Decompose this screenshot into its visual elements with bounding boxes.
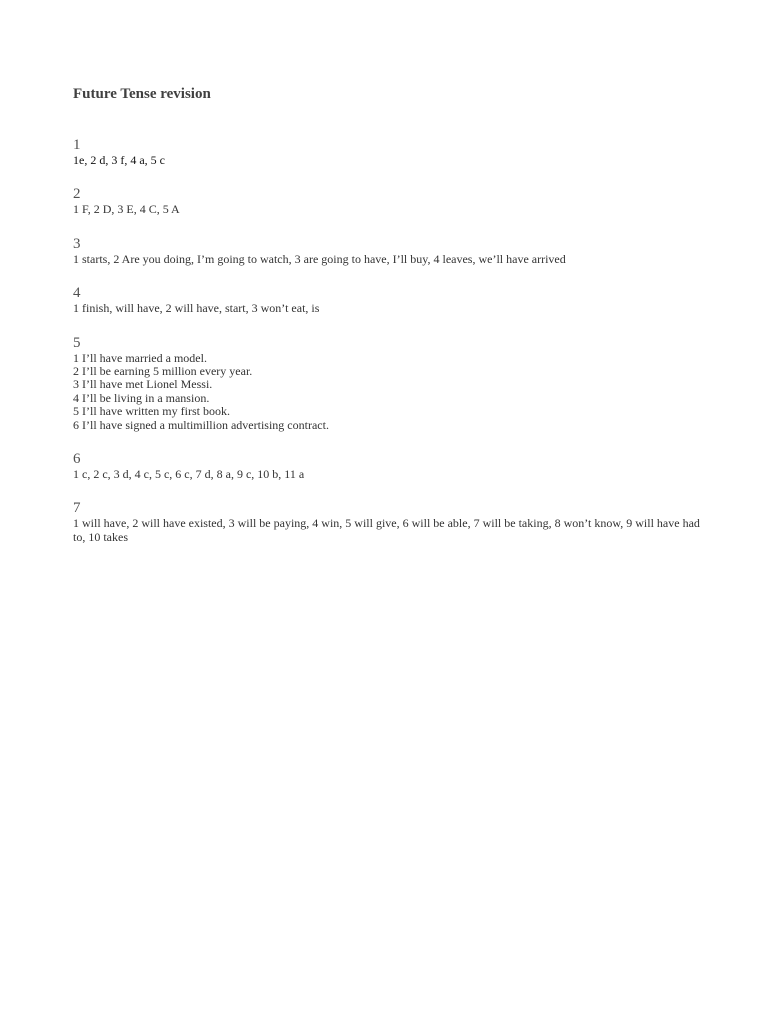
answer-section-6 bbox=[73, 451, 703, 481]
answer-line: 1 c, 2 c, 3 d, 4 c, 5 c, 6 c, 7 d, 8 a, 9 c, 10 b, 11 a bbox=[73, 467, 305, 482]
section-number: 5 bbox=[73, 334, 81, 351]
answer-line: 1 finish, will have, 2 will have, start, 3 won’t eat, is bbox=[73, 301, 320, 316]
answer-section-2 bbox=[73, 186, 703, 216]
answer-line: 6 I’ll have signed a multimillion advertising contract. bbox=[73, 417, 329, 432]
answer-section-4 bbox=[73, 285, 703, 315]
answer-line: 2 I’ll be earning 5 million every year. bbox=[73, 364, 253, 379]
answer-line: 3 I’ll have met Lionel Messi. bbox=[73, 377, 213, 392]
section-number: 1 bbox=[73, 137, 81, 153]
answer-section-7 bbox=[73, 500, 703, 544]
answer-line: 1 I’ll have married a model. bbox=[73, 350, 207, 365]
answer-line: 5 I’ll have written my first book. bbox=[73, 404, 230, 419]
answer-line: 1 F, 2 D, 3 E, 4 C, 5 A bbox=[73, 202, 180, 217]
answer-section-3 bbox=[73, 236, 703, 266]
answer-section-1 bbox=[73, 137, 703, 167]
section-number: 7 bbox=[73, 500, 81, 517]
document-page bbox=[73, 84, 703, 563]
answer-line: 1 will have, 2 will have existed, 3 will be paying, 4 win, 5 will give, 6 will be able, 7 will be taking, 8 won’t know, 9 will have had to, 10 takes bbox=[73, 516, 700, 544]
answer-line: 1e, 2 d, 3 f, 4 a, 5 c bbox=[73, 153, 165, 167]
section-number: 2 bbox=[73, 186, 81, 203]
answer-section-5 bbox=[73, 335, 703, 432]
section-number: 3 bbox=[73, 235, 81, 252]
section-number: 4 bbox=[73, 285, 81, 302]
document-title: Future Tense revision bbox=[73, 86, 211, 102]
answer-line: 4 I’ll be living in a mansion. bbox=[73, 390, 210, 405]
answer-line: 1 starts, 2 Are you doing, I’m going to watch, 3 are going to have, I’ll buy, 4 leaves, we’ll have arrived bbox=[73, 251, 566, 266]
section-number: 6 bbox=[73, 451, 81, 468]
